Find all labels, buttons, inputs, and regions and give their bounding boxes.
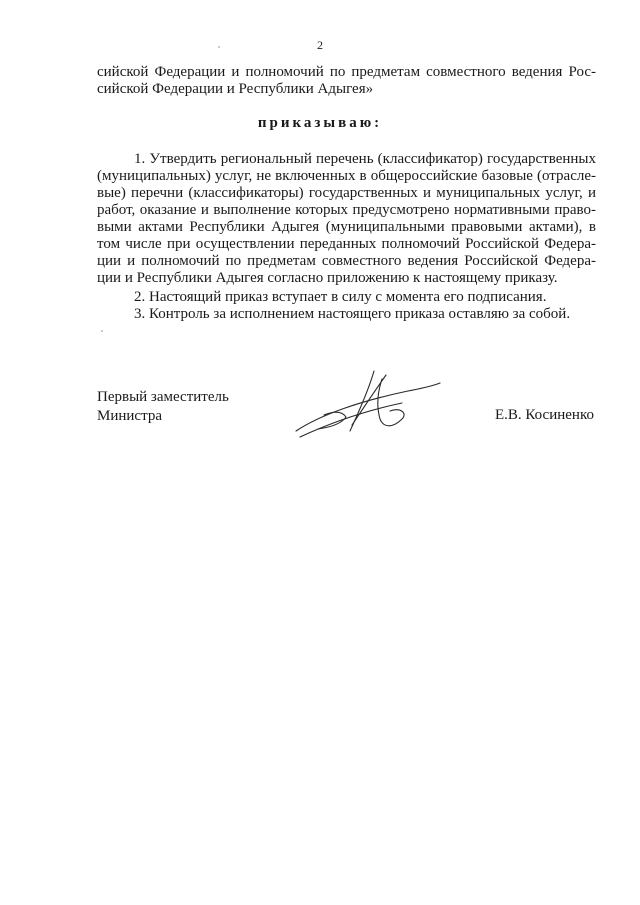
paragraph-1-line-3: вые) перечни (классификаторы) государственных и муниципальных услуг, и	[97, 185, 596, 201]
signatory-position-line-1: Первый заместитель	[97, 389, 229, 405]
signatory-position-line-2: Министра	[97, 408, 162, 424]
paragraph-1-line-5: выми актами Республики Адыгея (муниципальными правовыми актами), в	[97, 219, 596, 235]
order-item-2: 2. Настоящий приказ вступает в силу с момента его подписания.	[134, 289, 547, 305]
paragraph-1-line-7: ции и полномочий по предметам совместного ведения Российской Федера-	[97, 253, 596, 269]
paragraph-1-line-1: 1. Утвердить региональный перечень (классификатор) государственных	[134, 151, 596, 167]
scan-speck	[101, 330, 103, 332]
page-number: 2	[317, 38, 323, 52]
paragraph-1-line-4: работ, оказание и выполнение которых предусмотрено нормативными право-	[97, 202, 596, 218]
order-heading: приказываю:	[257, 115, 383, 131]
order-item-3: 3. Контроль за исполнением настоящего приказа оставляю за собой.	[134, 306, 571, 322]
signatory-name: Е.В. Косиненко	[495, 407, 594, 423]
paragraph-1-line-8: ции и Республики Адыгея согласно приложению к настоящему приказу.	[97, 270, 558, 286]
intro-line-2: сийской Федерации и Республики Адыгея»	[97, 81, 374, 97]
paragraph-1-line-2: (муниципальных) услуг, не включенных в общероссийские базовые (отрасле-	[97, 168, 596, 184]
paragraph-1-line-6: том числе при осуществлении переданных полномочий Российской Федера-	[97, 236, 596, 252]
handwritten-signature	[290, 365, 450, 445]
intro-line-1: сийской Федерации и полномочий по предметам совместного ведения Рос-	[97, 64, 596, 80]
